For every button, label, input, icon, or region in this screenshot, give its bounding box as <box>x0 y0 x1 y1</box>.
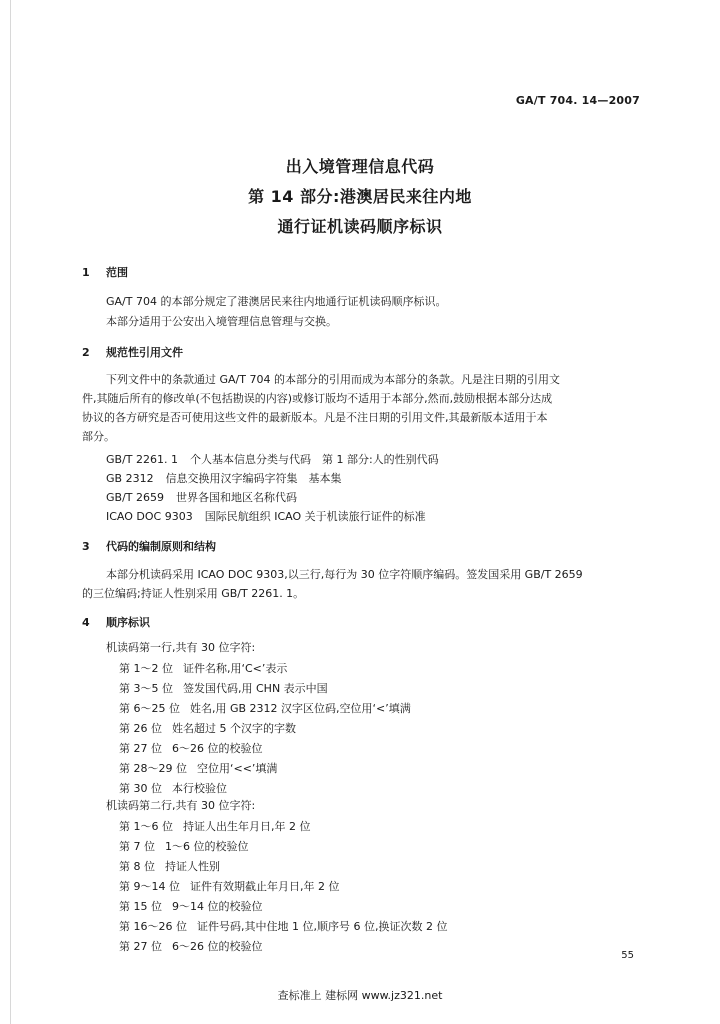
position-desc: 签发国代码,用 CHN 表示中国 <box>183 682 328 695</box>
section-1-heading <box>82 264 128 280</box>
position-label: 第 16～26 位 <box>119 920 187 933</box>
paragraph-line: 协议的各方研究是否可使用这些文件的最新版本。凡是不注日期的引用文件,其最新版本适用于本 <box>82 411 548 424</box>
paragraph-line: 下列文件中的条款通过 GA/T 704 的本部分的引用而成为本部分的条款。凡是注日期的引用文 <box>106 373 560 386</box>
position-desc: 姓名,用 GB 2312 汉字区位码,空位用‘<’填满 <box>190 702 411 715</box>
list-item <box>119 680 328 696</box>
section-4-heading <box>82 614 150 630</box>
position-desc: 6～26 位的校验位 <box>172 940 263 953</box>
section-title: 范围 <box>106 266 128 279</box>
position-desc: 证件有效期截止年月日,年 2 位 <box>190 880 340 893</box>
list-item <box>119 720 296 736</box>
position-label: 第 8 位 <box>119 860 155 873</box>
position-desc: 持证人性别 <box>165 860 220 873</box>
title-line-3: 通行证机读码顺序标识 <box>277 217 443 236</box>
section-number: 4 <box>82 616 90 629</box>
reference-code: GB/T 2659 <box>106 491 164 504</box>
list-item <box>119 878 340 894</box>
title-line-2: 第 14 部分:港澳居民来往内地 <box>248 187 472 206</box>
position-label: 第 30 位 <box>119 782 162 795</box>
position-label: 第 27 位 <box>119 742 162 755</box>
section-3-heading <box>82 538 216 554</box>
list-item <box>119 838 249 854</box>
position-desc: 空位用‘<<’填满 <box>197 762 278 775</box>
position-desc: 本行校验位 <box>172 782 227 795</box>
reference-item <box>106 451 439 467</box>
list-item <box>119 898 263 914</box>
position-label: 第 15 位 <box>119 900 162 913</box>
list-item <box>119 700 411 716</box>
list-item <box>119 818 311 834</box>
paragraph-line: 的三位编码;持证人性别采用 GB/T 2261. 1。 <box>82 587 305 600</box>
footer-watermark: 查标准上 建标网 www.jz321.net <box>277 989 443 1002</box>
position-desc: 证件号码,其中住地 1 位,顺序号 6 位,换证次数 2 位 <box>197 920 448 933</box>
reference-title: 世界各国和地区名称代码 <box>176 491 297 504</box>
row2-title: 机读码第二行,共有 30 位字符: <box>106 799 256 812</box>
paragraph-line: 本部分机读码采用 ICAO DOC 9303,以三行,每行为 30 位字符顺序编码。签发国采用 GB/T 2659 <box>106 568 583 581</box>
reference-title: 信息交换用汉字编码字符集 基本集 <box>165 472 342 485</box>
list-item <box>119 760 277 776</box>
position-label: 第 3～5 位 <box>119 682 173 695</box>
section-2-heading <box>82 344 183 360</box>
position-label: 第 1～6 位 <box>119 820 173 833</box>
paragraph: 本部分适用于公安出入境管理信息管理与交换。 <box>106 315 337 328</box>
reference-code: GB/T 2261. 1 <box>106 453 178 466</box>
reference-code: ICAO DOC 9303 <box>106 510 193 523</box>
reference-item <box>106 470 342 486</box>
standard-number: GA/T 704. 14—2007 <box>515 94 640 107</box>
list-item <box>119 660 287 676</box>
position-label: 第 26 位 <box>119 722 162 735</box>
section-title: 顺序标识 <box>106 616 150 629</box>
reference-title: 国际民航组织 ICAO 关于机读旅行证件的标准 <box>204 510 426 523</box>
position-label: 第 28～29 位 <box>119 762 187 775</box>
list-item <box>119 858 220 874</box>
section-number: 1 <box>82 266 90 279</box>
list-item <box>119 780 227 796</box>
section-number: 2 <box>82 346 90 359</box>
paragraph-line: 件,其随后所有的修改单(不包括勘误的内容)或修订版均不适用于本部分,然而,鼓励根据本部分达成 <box>82 392 553 405</box>
position-desc: 1～6 位的校验位 <box>165 840 249 853</box>
section-title: 代码的编制原则和结构 <box>106 540 216 553</box>
section-title: 规范性引用文件 <box>106 346 183 359</box>
reference-item <box>106 489 297 505</box>
reference-code: GB 2312 <box>106 472 154 485</box>
list-item <box>119 918 447 934</box>
list-item <box>119 938 263 954</box>
position-desc: 姓名超过 5 个汉字的字数 <box>172 722 296 735</box>
position-desc: 9～14 位的校验位 <box>172 900 263 913</box>
title-line-1: 出入境管理信息代码 <box>285 157 435 176</box>
position-label: 第 6～25 位 <box>119 702 180 715</box>
position-desc: 持证人出生年月日,年 2 位 <box>183 820 311 833</box>
position-label: 第 27 位 <box>119 940 162 953</box>
position-label: 第 9～14 位 <box>119 880 180 893</box>
page-number: 55 <box>621 950 634 961</box>
position-label: 第 1～2 位 <box>119 662 173 675</box>
paragraph-line: 部分。 <box>82 430 115 443</box>
position-desc: 6～26 位的校验位 <box>172 742 263 755</box>
position-label: 第 7 位 <box>119 840 155 853</box>
position-desc: 证件名称,用‘C<’表示 <box>183 662 288 675</box>
paragraph: GA/T 704 的本部分规定了港澳居民来往内地通行证机读码顺序标识。 <box>106 295 447 308</box>
reference-title: 个人基本信息分类与代码 第 1 部分:人的性别代码 <box>189 453 439 466</box>
section-number: 3 <box>82 540 90 553</box>
reference-item <box>106 508 426 524</box>
row1-title: 机读码第一行,共有 30 位字符: <box>106 641 256 654</box>
document-title <box>0 152 720 242</box>
list-item <box>119 740 263 756</box>
